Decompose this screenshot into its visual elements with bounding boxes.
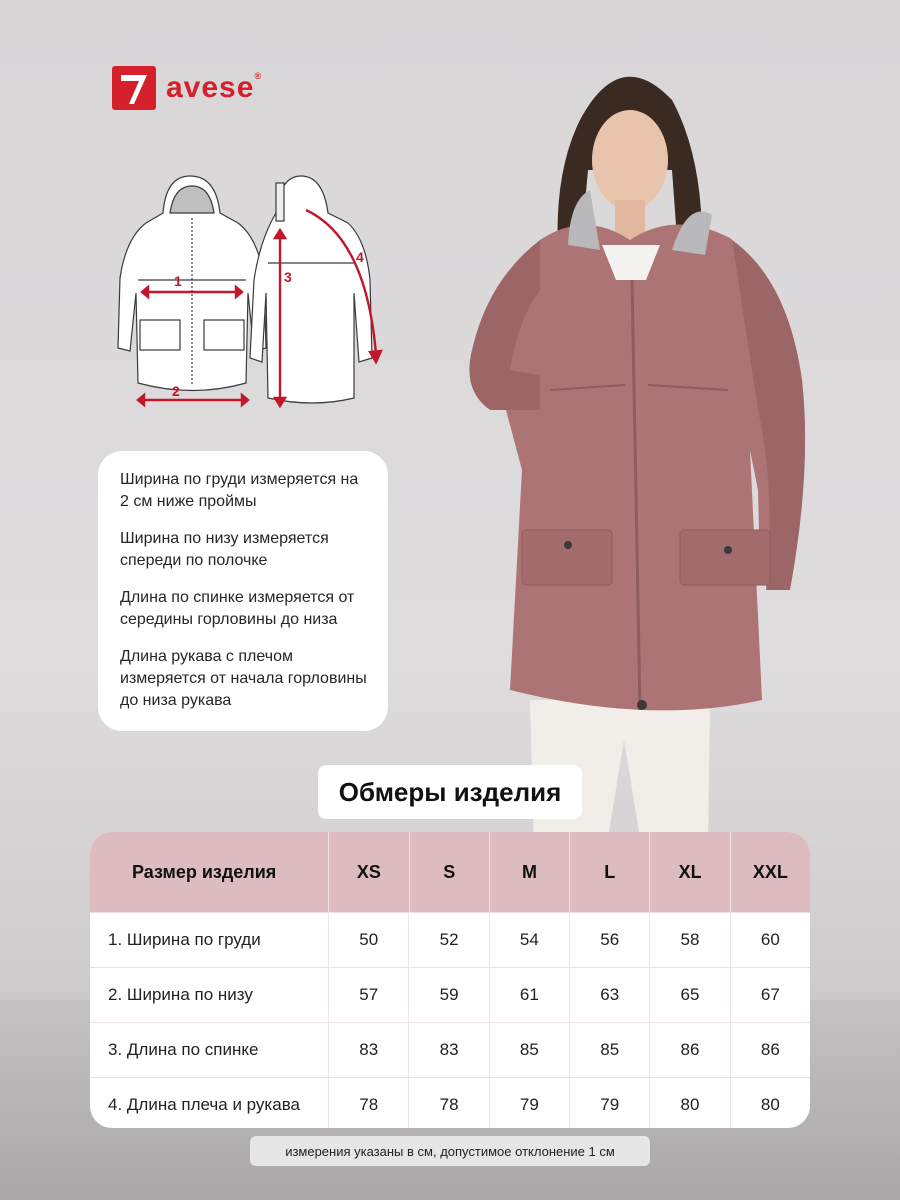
table-cell: 50 [328,913,408,967]
table-cell: 60 [730,913,810,967]
table-cell: 86 [730,1023,810,1077]
note-chest: Ширина по груди измеряется на 2 см ниже проймы [120,471,359,510]
note-back-length: Длина по спинке измеряется от середины горловины до низа [120,589,355,628]
diagram-label-4: 4 [356,249,364,265]
table-cell: 58 [649,913,729,967]
table-cell: 80 [730,1078,810,1128]
table-cell: 52 [408,913,488,967]
table-row [90,1022,810,1077]
brand-logo-mark [112,66,156,110]
table-cell: 54 [489,913,569,967]
measurement-footnote: измерения указаны в см, допустимое отклонение 1 см [250,1136,650,1166]
note-sleeve-length: Длина рукава с плечом измеряется от начала горловины до низа рукава [120,648,367,709]
model-photo [410,50,830,850]
table-row [90,967,810,1022]
size-table-header [90,832,810,912]
diagram-label-1: 1 [174,273,182,289]
table-row [90,912,810,967]
table-cell: 59 [408,968,488,1022]
table-cell: 65 [649,968,729,1022]
table-cell: 78 [328,1078,408,1128]
table-cell: 83 [328,1023,408,1077]
row-label: 4. Длина плеча и рукава [108,1095,300,1114]
table-cell: 78 [408,1078,488,1128]
size-header-cell: L [569,832,649,912]
diagram-label-2: 2 [172,383,180,399]
section-title: Обмеры изделия [318,765,582,819]
note-hem: Ширина по низу измеряется спереди по полочке [120,530,329,569]
measurement-notes-panel [98,451,388,731]
size-header-cell: S [409,832,489,912]
size-header-cell: XXL [730,832,810,912]
table-cell: 85 [489,1023,569,1077]
size-table-header-label: Размер изделия [132,861,277,882]
table-cell: 80 [649,1078,729,1128]
size-header-cell: M [489,832,569,912]
table-cell: 63 [569,968,649,1022]
size-header-cell: XS [328,832,408,912]
jacket-measurement-diagram [108,168,398,418]
row-label: 1. Ширина по груди [108,930,261,949]
table-cell: 79 [489,1078,569,1128]
table-cell: 61 [489,968,569,1022]
table-row [90,1077,810,1128]
table-cell: 86 [649,1023,729,1077]
table-cell: 67 [730,968,810,1022]
brand-logo [112,66,262,110]
size-table [90,832,810,1128]
row-label: 2. Ширина по низу [108,985,253,1004]
table-cell: 79 [569,1078,649,1128]
row-label: 3. Длина по спинке [108,1040,259,1059]
table-cell: 83 [408,1023,488,1077]
table-cell: 56 [569,913,649,967]
table-cell: 57 [328,968,408,1022]
table-cell: 85 [569,1023,649,1077]
brand-name: avese® [166,71,263,104]
diagram-label-3: 3 [284,269,292,285]
size-header-cell: XL [649,832,729,912]
